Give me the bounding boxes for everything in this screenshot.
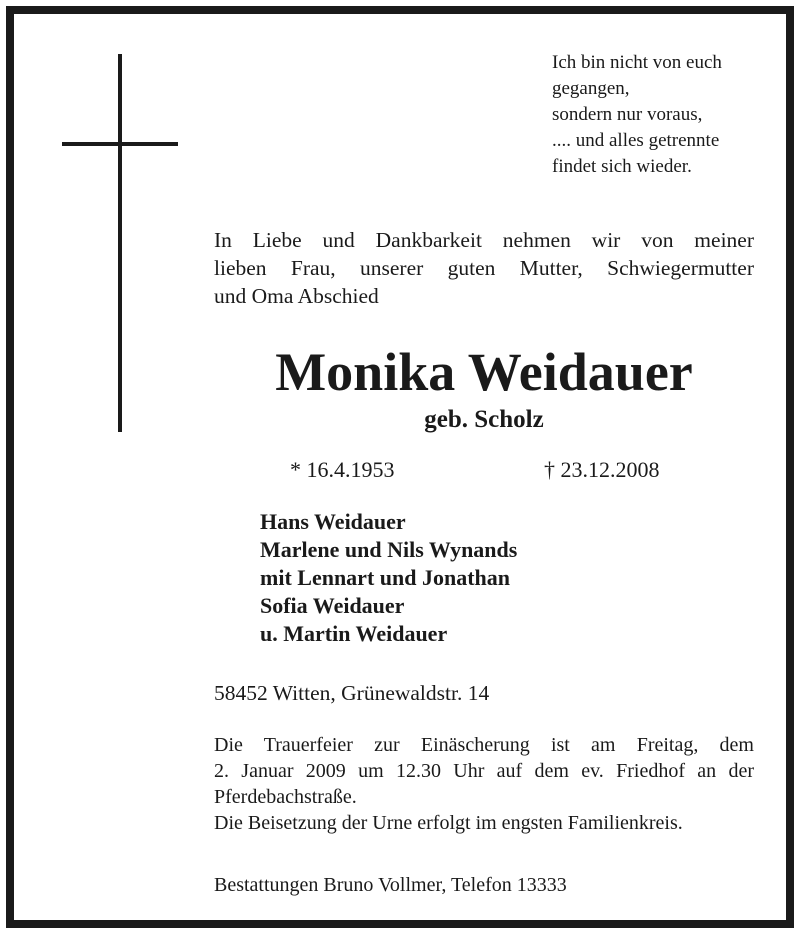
mourner-name: u. Martin Weidauer xyxy=(260,621,448,646)
intro-line: In Liebe und Dankbarkeit nehmen wir von meiner xyxy=(214,228,754,252)
cross-icon-horizontal-bar xyxy=(62,142,178,146)
mourner-name: Sofia Weidauer xyxy=(260,593,405,618)
maiden-name: geb. Scholz xyxy=(424,406,544,433)
service-line: Die Beisetzung der Urne erfolgt im engsten Familienkreis. xyxy=(214,812,683,834)
quote-line: Ich bin nicht von euch xyxy=(552,52,722,73)
undertaker-contact: Bestattungen Bruno Vollmer, Telefon 13333 xyxy=(214,874,567,896)
farewell-intro xyxy=(214,226,754,310)
intro-line: und Oma Abschied xyxy=(214,284,379,308)
birth-date: * 16.4.1953 xyxy=(290,457,395,482)
cross-icon-vertical-bar xyxy=(118,54,122,432)
memorial-quote xyxy=(552,50,782,180)
family-address: 58452 Witten, Grünewaldstr. 14 xyxy=(214,681,490,705)
service-line: Die Trauerfeier zur Einäscherung ist am Freitag, dem xyxy=(214,734,754,756)
mourner-name: Marlene und Nils Wynands xyxy=(260,537,518,562)
quote-line: sondern nur voraus, xyxy=(552,104,703,125)
quote-line: findet sich wieder. xyxy=(552,156,692,177)
service-line: Pferdebachstraße. xyxy=(214,786,357,808)
intro-line: lieben Frau, unserer guten Mutter, Schwiegermutter xyxy=(214,256,754,280)
mourner-name: Hans Weidauer xyxy=(260,509,406,534)
deceased-name: Monika Weidauer xyxy=(275,342,693,402)
mourner-name: mit Lennart und Jonathan xyxy=(260,565,511,590)
death-date: † 23.12.2008 xyxy=(544,457,660,482)
mourners-list xyxy=(260,508,517,648)
service-line: 2. Januar 2009 um 12.30 Uhr auf dem ev. Friedhof an der xyxy=(214,760,754,782)
obituary-frame xyxy=(6,6,794,928)
funeral-service-info xyxy=(214,732,754,836)
quote-line: .... und alles getrennte xyxy=(552,130,720,151)
quote-line: gegangen, xyxy=(552,78,630,99)
